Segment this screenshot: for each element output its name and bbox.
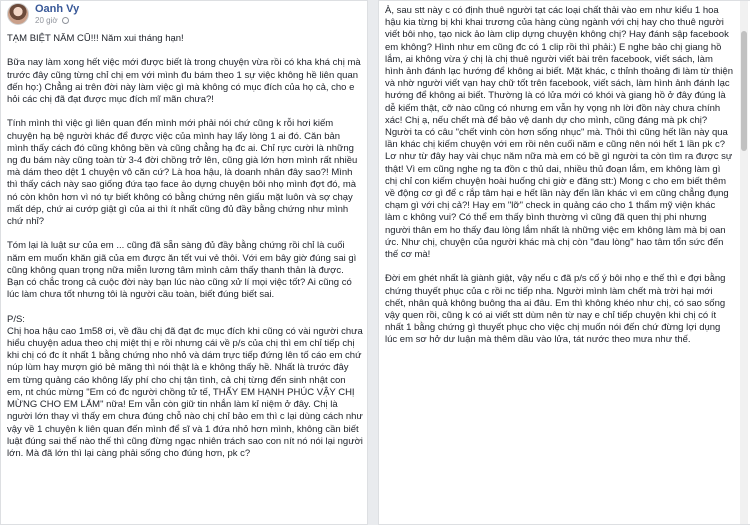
- post-header: [7, 3, 357, 27]
- post-meta: [35, 16, 69, 25]
- post-time[interactable]: 20 giờ: [35, 16, 58, 25]
- post-body-right: À, sau stt này c có định thuê người tạt các loại chất thải vào em như kiểu 1 hoa hậu kia từng bị khi khai trương của hàng cùng ngành với chị hay cho thuê người viết bôi nhọ, tạo nick ảo làm clip dựng chuyện không chị? Hay đánh sập facebook em không? Hình như em cũng đc có 1 clip rồi thì phải:) E nghe bảo chị giang hồ lắm, ai không vừa ý chị là chị thuê người viết bài trên facebook, viết sách, làm hình ảnh đánh lạc hướng để không ai biết. Mặt khác, c thỉnh thoảng đi làm từ thiện và nhờ người viết vạn hay chữ tốt trên facebook, viết sách, làm hình ảnh đánh lạc hướng để không ai biết. Thường là có lửa mới có khói và giang hồ ở đây đúng là dễ kiếm thật, cỡ nào cũng có nhưng em vẫn hy vọng nh lời đồn này chưa chính xác! Chị ạ, nếu chết mà để bảo vệ danh dự cho mình, cũng đáng mà pk chị? Người ta có câu "chết vinh còn hơn sống nhục" mà. Thôi thì cũng hết lần này qua lần khác chị kiếm chuyện với em rồi nên cuối năm e cũng nên nói hết 1 lần pk c? Lơ như từ đây hay vài chục năm nữa mà em có bề gì người ta còn tìm ra được sự thật! Vì em cũng nghe ng ta đồn c thủ dai, nhiều thủ đoạn lắm, em không làm gì chị chỉ con kiếm chuyện hoài huống chi giờ e đăng stt:) Mong c cho em biết thêm về động cơ gì để c rắp tâm hại e hết lần này đến lần khác vì em cũng chẳng đụng chạm gì với chị cả?! Hay em "lỡ" check in quảng cáo cho 1 thẩm mỹ viện khác làm c không vui? Có thể em thấy bình thường vì cũng đã quen thị phi nhưng người thân em ho thấy đau lòng lắm nhất là những việc em không làm mà bị oan ức. Như chị, chuyện của người khác mà chị còn "đau lòng" hao tâm tổn sức đến thế cơ mà! Đời em ghét nhất là giành giật, vậy nếu c đã p/s cố ý bôi nhọ e thế thì e đợi bằng chứng thuyết phục của c rồi nc tiếp nha. Người mình làm chết mà trời hại mới chết, nhân quả không buông tha ai đâu. Em thì không khéo như chị, có sao sống vậy quen rồi, cũng k có ai viết stt dùm nên từ nay e chỉ tiếp chuyện khi chị có ít nhất 1 bằng chứng gì thuyết phục cho việc chị muốn nói đến chứ đừng lợi dụng lúc em sơ hở dư luận mà thêm dầu vào lửa, tát nước theo mưa như thế.: [385, 5, 733, 346]
- globe-icon: [62, 17, 69, 24]
- avatar[interactable]: [7, 3, 29, 25]
- post-card-right: [378, 0, 750, 525]
- author-name[interactable]: Oanh Vy: [35, 3, 80, 15]
- post-body-left: TẠM BIỆT NĂM CŨ!!! Năm xui tháng hạn! Bữa nay làm xong hết việc mới được biết là trong chuyện vừa rồi có kha khá chị mà trước đây cũng từng chỉ chị em với mình đu bám theo 1 sự việc không hề liên quan đến họ:) Chẳng ai trên đời này làm việc gì mà không có mục đích của họ cả, cho e hỏi các chị đã đạt được mục đích mĩ mãn chưa?! Tính mình thì việc gì liên quan đến mình mới phải nói chứ cũng k rỗi hơi kiếm chuyện hạ bệ người khác để được việc của mình hay lấy lòng 1 ai đó. Căn bản mình thấy cách đó cũng không bền và cũng chẳng hạ đc ai. Chỉ rực cười là những ng đu bám này cũng toàn từ 3-4 đời chồng trở lên, cũng già lớn hơn mình rất nhiều mà dám theo dệt 1 chuyện vô căn cứ? Là hoa hậu, là doanh nhân đây sao?! Mình thì thấy cách này sao giống đứa tạo face ảo dựng chuyện bôi nhọ mình đợt đó, mà nó còn khôn hơn vì nó tự biết không có bằng chứng nên giấu mặt luôn và sợ chạy mất dép, chứ ai cướp giật gì của ai thì ít nhất cũng đủ đầy bằng chứng như mình chứ nhỉ? Tóm lại là luật sư của em ... cũng đã sẵn sàng đủ đầy bằng chứng rồi chỉ là cuối năm em muốn khăn giã của em được ăn tết vui vẻ thôi. Với em bây giờ đúng sai gì cũng không quan trọng nữa miễn lương tâm mình cảm thấy thanh thản là được. Bạn có chắc trong cả cuộc đời này bạn lúc nào cũng xử lí mọi việc tốt? Ai cũng có lúc làm chưa tốt nhưng tôi là người cầu toàn, biết đúng biết sai. P/S: Chị hoa hậu cao 1m58 ơi, về đầu chị đã đạt đc mục đích khi cũng có vài người chưa hiểu chuyện adua theo chị miệt thị e rồi nhưng cái về p/s của chị thì em chỉ tiếp chị khi chị có đc ít nhất 1 bằng chứng nho nhỏ và dám trực tiếp đứng lên tố cáo em chứ núp lùm hay mượn gió bẻ măng thì nói thật là e không thấy hề. Nhất là trước đây em từng quảng cáo không lấy phí cho chị tận tình, cả chị từng đến sinh nhật con em, nt chúc mừng "Em có đc người chồng tử tế, THẤY EM HẠNH PHÚC VẬY CHỊ MỪNG CHO EM LẮM" nữa! Em vẫn còn giữ tin nhắn làm kỉ niệm ở đây. Chị là người lớn thay vì thấy em chưa đúng chỗ nào chị chỉ bảo em thì c lại dùng cách như vậy về 1 chuyện k liên quan đến mình để sĩ và 1 đứa nhỏ hơn mình, không cần biết luật đúng sai thế nào thế thì cũng đừng ngạc nhiên trách sao con nít nó nói lại người lớn. Mà đã lớn thì lại càng phải sống cho đúng hơn, pk c?: [7, 33, 363, 459]
- scrollbar[interactable]: [740, 1, 748, 525]
- scrollbar-thumb[interactable]: [741, 31, 747, 151]
- post-card-left: [0, 0, 368, 525]
